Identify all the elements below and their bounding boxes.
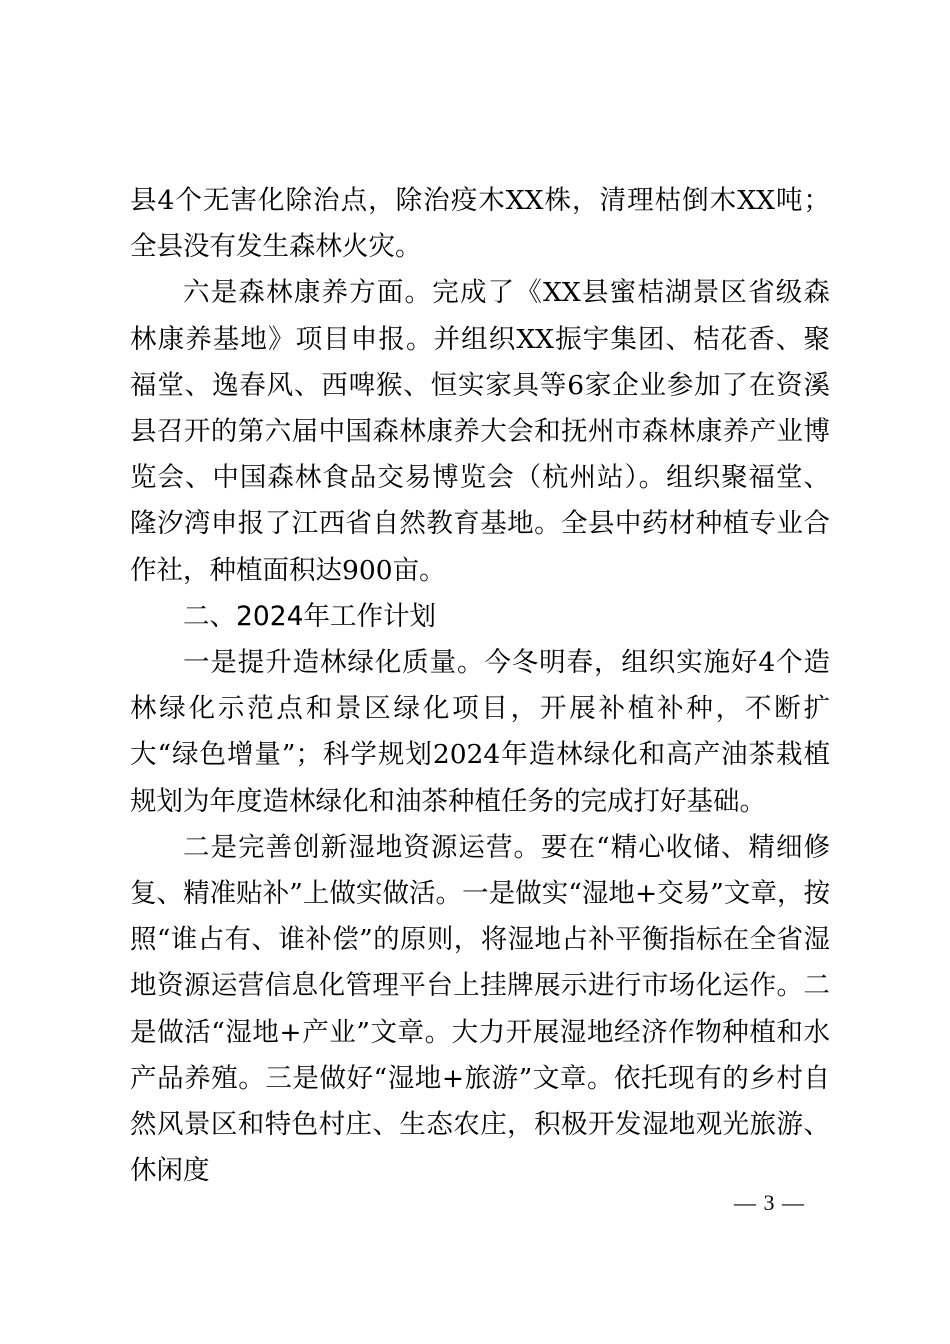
paragraph-forest-wellness: 六是森林康养方面。完成了《XX县蜜桔湖景区省级森林康养基地》项目申报。并组织XX振宇集团、桔花香、聚福堂、逸春风、西啤猴、恒实家具等6家企业参加了在资溪县召开的第六届中国森林康养大会和抚州市森林康养产业博览会、中国森林食品交易博览会（杭州站）。组织聚福堂、隆汐湾申报了江西省自然教育基地。全县中药材种植专业合作社，种植面积达900亩。 bbox=[130, 277, 830, 586]
paragraph-wetland: 二是完善创新湿地资源运营。要在“精心收储、精细修复、精准贴补”上做实做活。一是做实“湿地+交易”文章，按照“谁占有、谁补偿”的原则，将湿地占补平衡指标在全省湿地资源运营信息化管理平台上挂牌展示进行市场化运作。二是做活“湿地+产业”文章。大力开展湿地经济作物种植和水产品养殖。三是做好“湿地+旅游”文章。依托现有的乡村自然风景区和特色村庄、生态农庄，积极开发湿地观光旅游、休闲度 bbox=[130, 831, 830, 1187]
paragraph-continuation: 县4个无害化除治点，除治疫木XX株，清理枯倒木XX吨；全县没有发生森林火灾。 bbox=[130, 185, 830, 263]
page-number: — 3 — bbox=[734, 1190, 805, 1215]
paragraph-afforestation: 一是提升造林绿化质量。今冬明春，组织实施好4个造林绿化示范点和景区绿化项目，开展补植补种，不断扩大“绿色增量”；科学规划2024年造林绿化和高产油茶栽植规划为年度造林绿化和油茶种植任务的完成打好基础。 bbox=[130, 647, 830, 817]
section-heading-2024-plan: 二、2024年工作计划 bbox=[183, 600, 436, 632]
document-body bbox=[130, 178, 830, 1194]
